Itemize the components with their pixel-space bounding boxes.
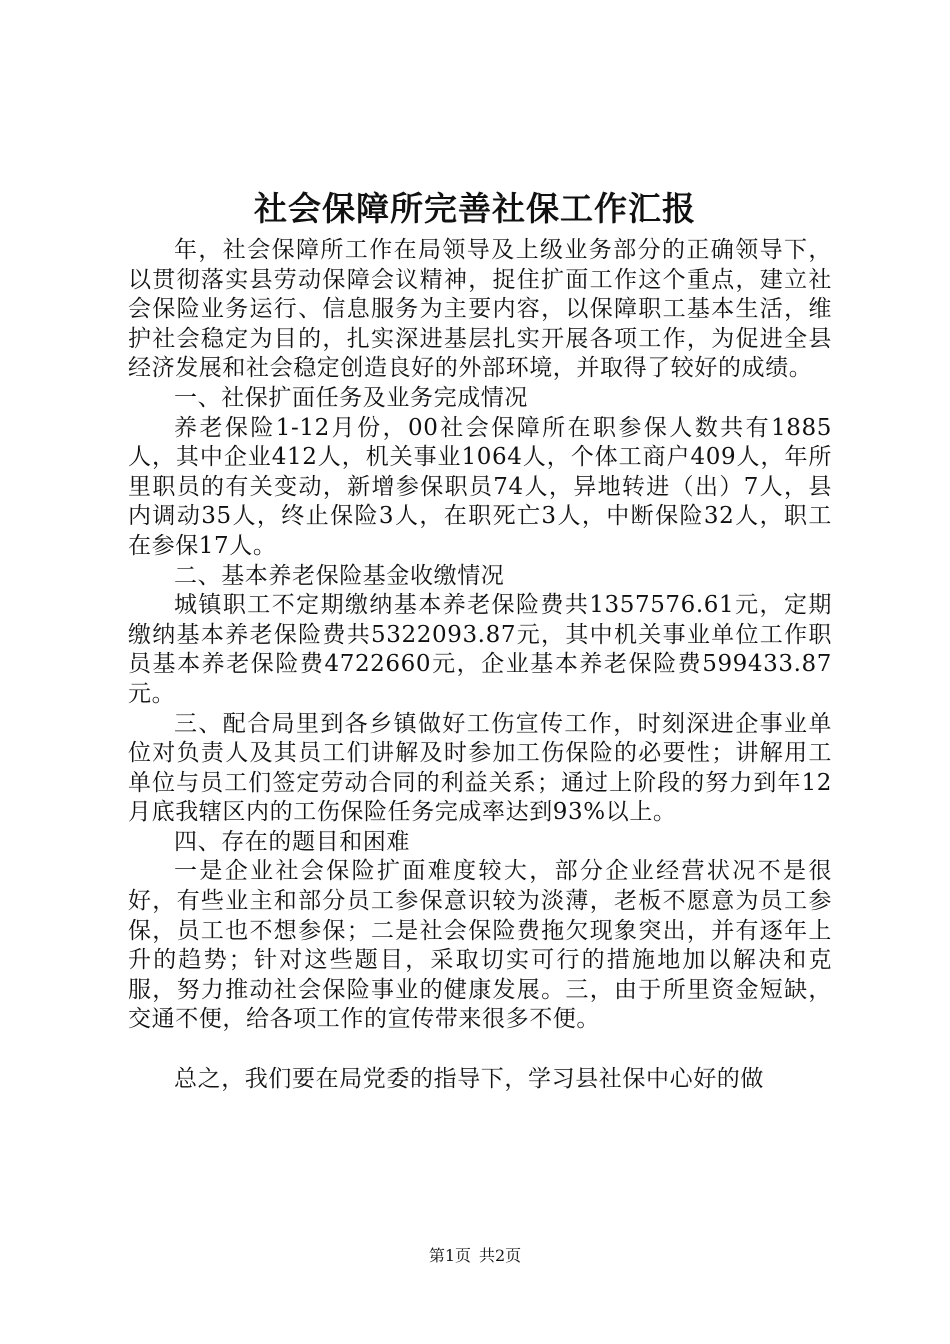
paragraph-conclusion: 总之，我们要在局党委的指导下，学习县社保中心好的做	[174, 1065, 764, 1092]
paragraph-work-injury: 三、配合局里到各乡镇做好工伤宣传工作，时刻深进企事业单位对负责人及其员工们讲解及时参加工伤保险的必要性；讲解用工单位与员工们签定劳动合同的利益关系；通过上阶段的努力到年12月底我辖区内的工伤保险任务完成率达到93%以上。	[128, 710, 832, 826]
document-title: 社会保障所完善社保工作汇报	[254, 189, 696, 228]
paragraph-fund-collection: 城镇职工不定期缴纳基本养老保险费共1357576.61元，定期缴纳基本养老保险费共5322093.87元，其中机关事业单位工作职员基本养老保险费4722660元，企业基本养老保险费599433.87元。	[128, 592, 832, 707]
paragraph-intro: 年，社会保障所工作在局领导及上级业务部分的正确领导下，以贯彻落实县劳动保障会议精神，捉住扩面工作这个重点，建立社会保险业务运行、信息服务为主要内容，以保障职工基本生活，维护社会稳定为目的，扎实深进基层扎实开展各项工作，为促进全县经济发展和社会稳定创造良好的外部环境，并取得了较好的成绩。	[128, 237, 832, 382]
page-number-current: 第1页	[428, 1246, 471, 1265]
section-heading-2: 二、基本养老保险基金收缴情况	[174, 562, 505, 589]
page-number-total: 共2页	[479, 1246, 522, 1265]
paragraph-problems: 一是企业社会保险扩面难度较大，部分企业经营状况不是很好，有些业主和部分员工参保意识较为淡薄，老板不愿意为员工参保，员工也不想参保；二是社会保险费拖欠现象突出，并有逐年上升的趋势；针对这些题目，采取切实可行的措施地加以解决和克服，努力推动社会保险事业的健康发展。三，由于所里资金短缺，交通不便，给各项工作的宣传带来很多不便。	[128, 858, 832, 1033]
page-footer	[0, 1245, 950, 1267]
section-heading-4: 四、存在的题目和困难	[174, 828, 410, 855]
document-body	[128, 236, 832, 1094]
section-heading-1: 一、社保扩面任务及业务完成情况	[174, 384, 528, 411]
paragraph-pension-enrollment: 养老保险1-12月份，00社会保障所在职参保人数共有1885人，其中企业412人，机关事业1064人，个体工商户409人，年所里职员的有关变动，新增参保职员74人，异地转进（出）7人，县内调动35人，终止保险3人，在职死亡3人，中断保险32人，职工在参保17人。	[128, 414, 832, 559]
